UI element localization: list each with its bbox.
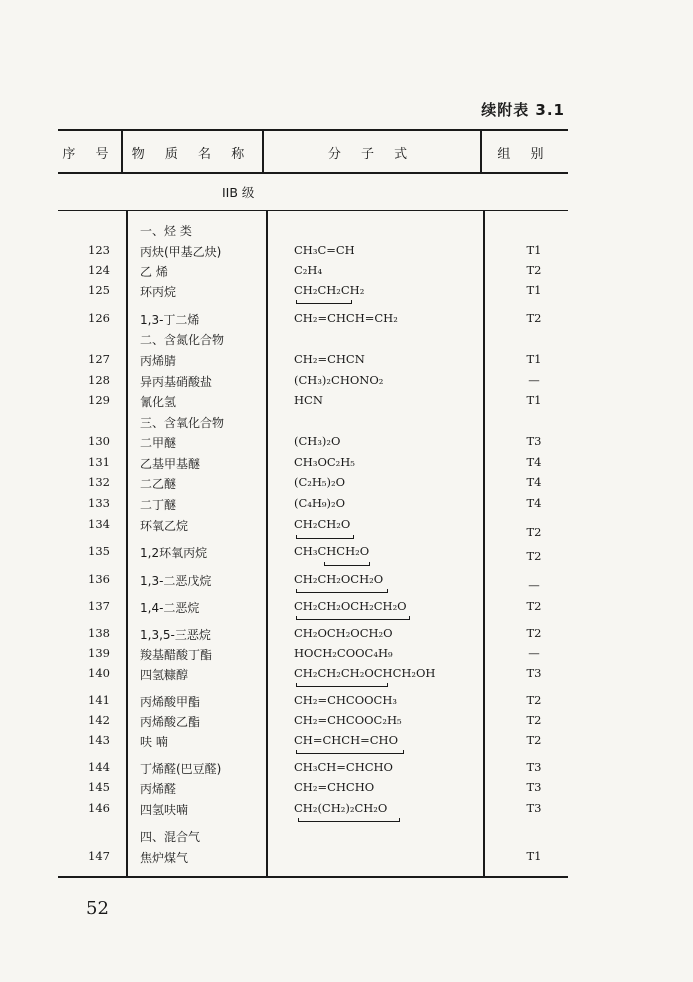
- row-group: T2: [526, 693, 542, 707]
- ring-bracket: [296, 535, 354, 539]
- grade-bottom-rule: [58, 210, 568, 211]
- row-group: T1: [526, 283, 542, 297]
- table-row: [0, 475, 693, 493]
- grade-label: IIB 级: [222, 185, 255, 200]
- row-group: —: [528, 578, 540, 592]
- table-row: [0, 517, 693, 539]
- category-heading: 一、烃 类: [140, 224, 192, 238]
- table-row: [0, 393, 693, 411]
- table-row: [0, 243, 693, 261]
- row-formula: CH₃OC₂H₅: [294, 455, 355, 469]
- header-formula: 分 子 式: [327, 147, 416, 162]
- table-row: [0, 828, 693, 846]
- row-group: T2: [526, 733, 542, 747]
- table-row: [0, 849, 693, 867]
- row-formula: C₂H₄: [294, 263, 323, 277]
- table-row: [0, 352, 693, 370]
- row-formula: CH₂=CHCOOC₂H₅: [294, 713, 402, 727]
- row-group: T3: [526, 666, 542, 680]
- row-num: 123: [88, 243, 110, 257]
- row-num: 142: [88, 713, 110, 727]
- row-num: 138: [88, 626, 110, 640]
- table-row: [0, 544, 693, 562]
- row-name: 1,3-丁二烯: [140, 313, 200, 327]
- category-heading: 二、含氮化合物: [140, 333, 225, 347]
- row-name: 丙烯腈: [140, 354, 177, 368]
- row-num: 145: [88, 780, 110, 794]
- table-row: [0, 693, 693, 711]
- table-row: [0, 414, 693, 432]
- row-num: 135: [88, 544, 110, 558]
- header-num: 序 号: [62, 147, 117, 162]
- row-group: T4: [526, 455, 542, 469]
- ring-bracket: [298, 818, 400, 822]
- row-formula: CH₂=CHCHO: [294, 780, 375, 794]
- row-num: 127: [88, 352, 110, 366]
- row-name: 丙炔(甲基乙炔): [140, 245, 222, 259]
- row-formula: CH₂(CH₂)₂CH₂O: [294, 801, 388, 815]
- row-formula: CH=CHCH=CHO: [294, 733, 399, 747]
- row-group: —: [528, 646, 540, 660]
- table-row: [0, 263, 693, 281]
- row-num: 146: [88, 801, 110, 815]
- row-formula: CH₂CH₂O: [294, 517, 351, 531]
- table-bottom-rule: [58, 876, 568, 878]
- row-formula: (C₄H₉)₂O: [294, 496, 346, 510]
- row-group: T3: [526, 434, 542, 448]
- row-group: T2: [526, 626, 542, 640]
- row-formula: CH₃CHCH₂O: [294, 544, 370, 558]
- row-name: 二丁醚: [140, 498, 177, 512]
- ring-bracket: [296, 750, 404, 754]
- table-row: [0, 311, 693, 329]
- row-group: T3: [526, 760, 542, 774]
- row-name: 四氢呋喃: [140, 803, 189, 817]
- category-heading: 三、含氧化合物: [140, 416, 225, 430]
- table-row: [0, 222, 693, 240]
- row-num: 144: [88, 760, 110, 774]
- row-name: 乙 烯: [140, 265, 168, 279]
- row-formula: CH₃CH=CHCHO: [294, 760, 393, 774]
- table-row: [0, 760, 693, 778]
- table-row: [0, 801, 693, 819]
- header-name: 物 质 名 称: [131, 147, 253, 162]
- row-num: 133: [88, 496, 110, 510]
- row-name: 乙基甲基醚: [140, 457, 201, 471]
- table-row: [0, 331, 693, 349]
- row-name: 二甲醚: [140, 436, 177, 450]
- row-group: T2: [526, 311, 542, 325]
- row-num: 137: [88, 599, 110, 613]
- row-group: T1: [526, 352, 542, 366]
- row-group: T3: [526, 801, 542, 815]
- ring-bracket: [296, 589, 388, 593]
- row-num: 134: [88, 517, 110, 531]
- row-formula: (CH₃)₂CHONO₂: [294, 373, 384, 387]
- row-group: T3: [526, 780, 542, 794]
- row-group: —: [528, 373, 540, 387]
- row-group: T4: [526, 496, 542, 510]
- row-group: T1: [526, 393, 542, 407]
- table-caption: 续附表 3.1: [481, 101, 565, 119]
- row-formula: CH₂CH₂CH₂OCHCH₂OH: [294, 666, 436, 680]
- row-group: T4: [526, 475, 542, 489]
- row-name: 丙烯酸乙酯: [140, 715, 201, 729]
- table-row: [0, 572, 693, 590]
- ring-bracket: [296, 300, 352, 304]
- row-num: 143: [88, 733, 110, 747]
- header-group: 组 别: [497, 147, 552, 162]
- row-formula: (C₂H₅)₂O: [294, 475, 346, 489]
- row-name: 丙烯醛: [140, 782, 177, 796]
- table-row: [0, 626, 693, 644]
- row-formula: (CH₃)₂O: [294, 434, 341, 448]
- table-row: [0, 283, 693, 301]
- row-num: 129: [88, 393, 110, 407]
- table-row: [0, 666, 693, 684]
- row-group: T1: [526, 243, 542, 257]
- row-name: 丁烯醛(巴豆醛): [140, 762, 222, 776]
- table-row: [0, 599, 693, 617]
- row-formula: CH₂CH₂OCH₂CH₂O: [294, 599, 407, 613]
- table-row: [0, 733, 693, 751]
- row-name: 丙烯酸甲酯: [140, 695, 201, 709]
- row-formula: CH₂=CHCH=CH₂: [294, 311, 398, 325]
- row-group: T1: [526, 849, 542, 863]
- row-formula: HCN: [294, 393, 323, 407]
- row-group: T2: [526, 263, 542, 277]
- row-formula: CH₂OCH₂OCH₂O: [294, 626, 393, 640]
- row-num: 125: [88, 283, 110, 297]
- row-num: 126: [88, 311, 110, 325]
- row-name: 氰化氢: [140, 395, 177, 409]
- ring-bracket: [296, 616, 410, 620]
- row-num: 131: [88, 455, 110, 469]
- table-row: [0, 780, 693, 798]
- row-name: 环丙烷: [140, 285, 177, 299]
- row-formula: CH₃C=CH: [294, 243, 355, 257]
- row-group: T2: [526, 549, 542, 563]
- row-num: 124: [88, 263, 110, 277]
- row-formula: CH₂=CHCOOCH₃: [294, 693, 397, 707]
- table-row: [0, 373, 693, 391]
- row-name: 呋 喃: [140, 735, 168, 749]
- table-row: [0, 434, 693, 452]
- table-row: [0, 713, 693, 731]
- row-formula: HOCH₂COOC₄H₉: [294, 646, 393, 660]
- ring-bracket: [324, 562, 370, 566]
- table-row: [0, 646, 693, 664]
- row-name: 环氧乙烷: [140, 519, 189, 533]
- row-group: T2: [526, 599, 542, 613]
- row-num: 130: [88, 434, 110, 448]
- row-name: 1,3-二恶戊烷: [140, 574, 212, 588]
- row-formula: CH₂CH₂CH₂: [294, 283, 365, 297]
- row-name: 羧基醋酸丁酯: [140, 648, 213, 662]
- table-top-rule: [58, 129, 568, 131]
- row-num: 141: [88, 693, 110, 707]
- row-num: 128: [88, 373, 110, 387]
- row-name: 1,2环氧丙烷: [140, 546, 208, 560]
- header-bottom-rule: [58, 172, 568, 174]
- row-num: 132: [88, 475, 110, 489]
- page-number: 52: [86, 898, 109, 919]
- row-name: 1,4-二恶烷: [140, 601, 200, 615]
- row-group: T2: [526, 525, 542, 539]
- table-row: [0, 496, 693, 514]
- row-formula: CH₂CH₂OCH₂O: [294, 572, 384, 586]
- ring-bracket: [296, 683, 388, 687]
- table-row: [0, 455, 693, 473]
- row-group: T2: [526, 713, 542, 727]
- row-num: 147: [88, 849, 110, 863]
- row-name: 四氢糠醇: [140, 668, 189, 682]
- row-name: 1,3,5-三恶烷: [140, 628, 211, 642]
- row-num: 136: [88, 572, 110, 586]
- row-formula: CH₂=CHCN: [294, 352, 365, 366]
- row-num: 140: [88, 666, 110, 680]
- row-name: 异丙基硝酸盐: [140, 375, 213, 389]
- row-name: 二乙醚: [140, 477, 177, 491]
- row-num: 139: [88, 646, 110, 660]
- category-heading: 四、混合气: [140, 830, 201, 844]
- row-name: 焦炉煤气: [140, 851, 189, 865]
